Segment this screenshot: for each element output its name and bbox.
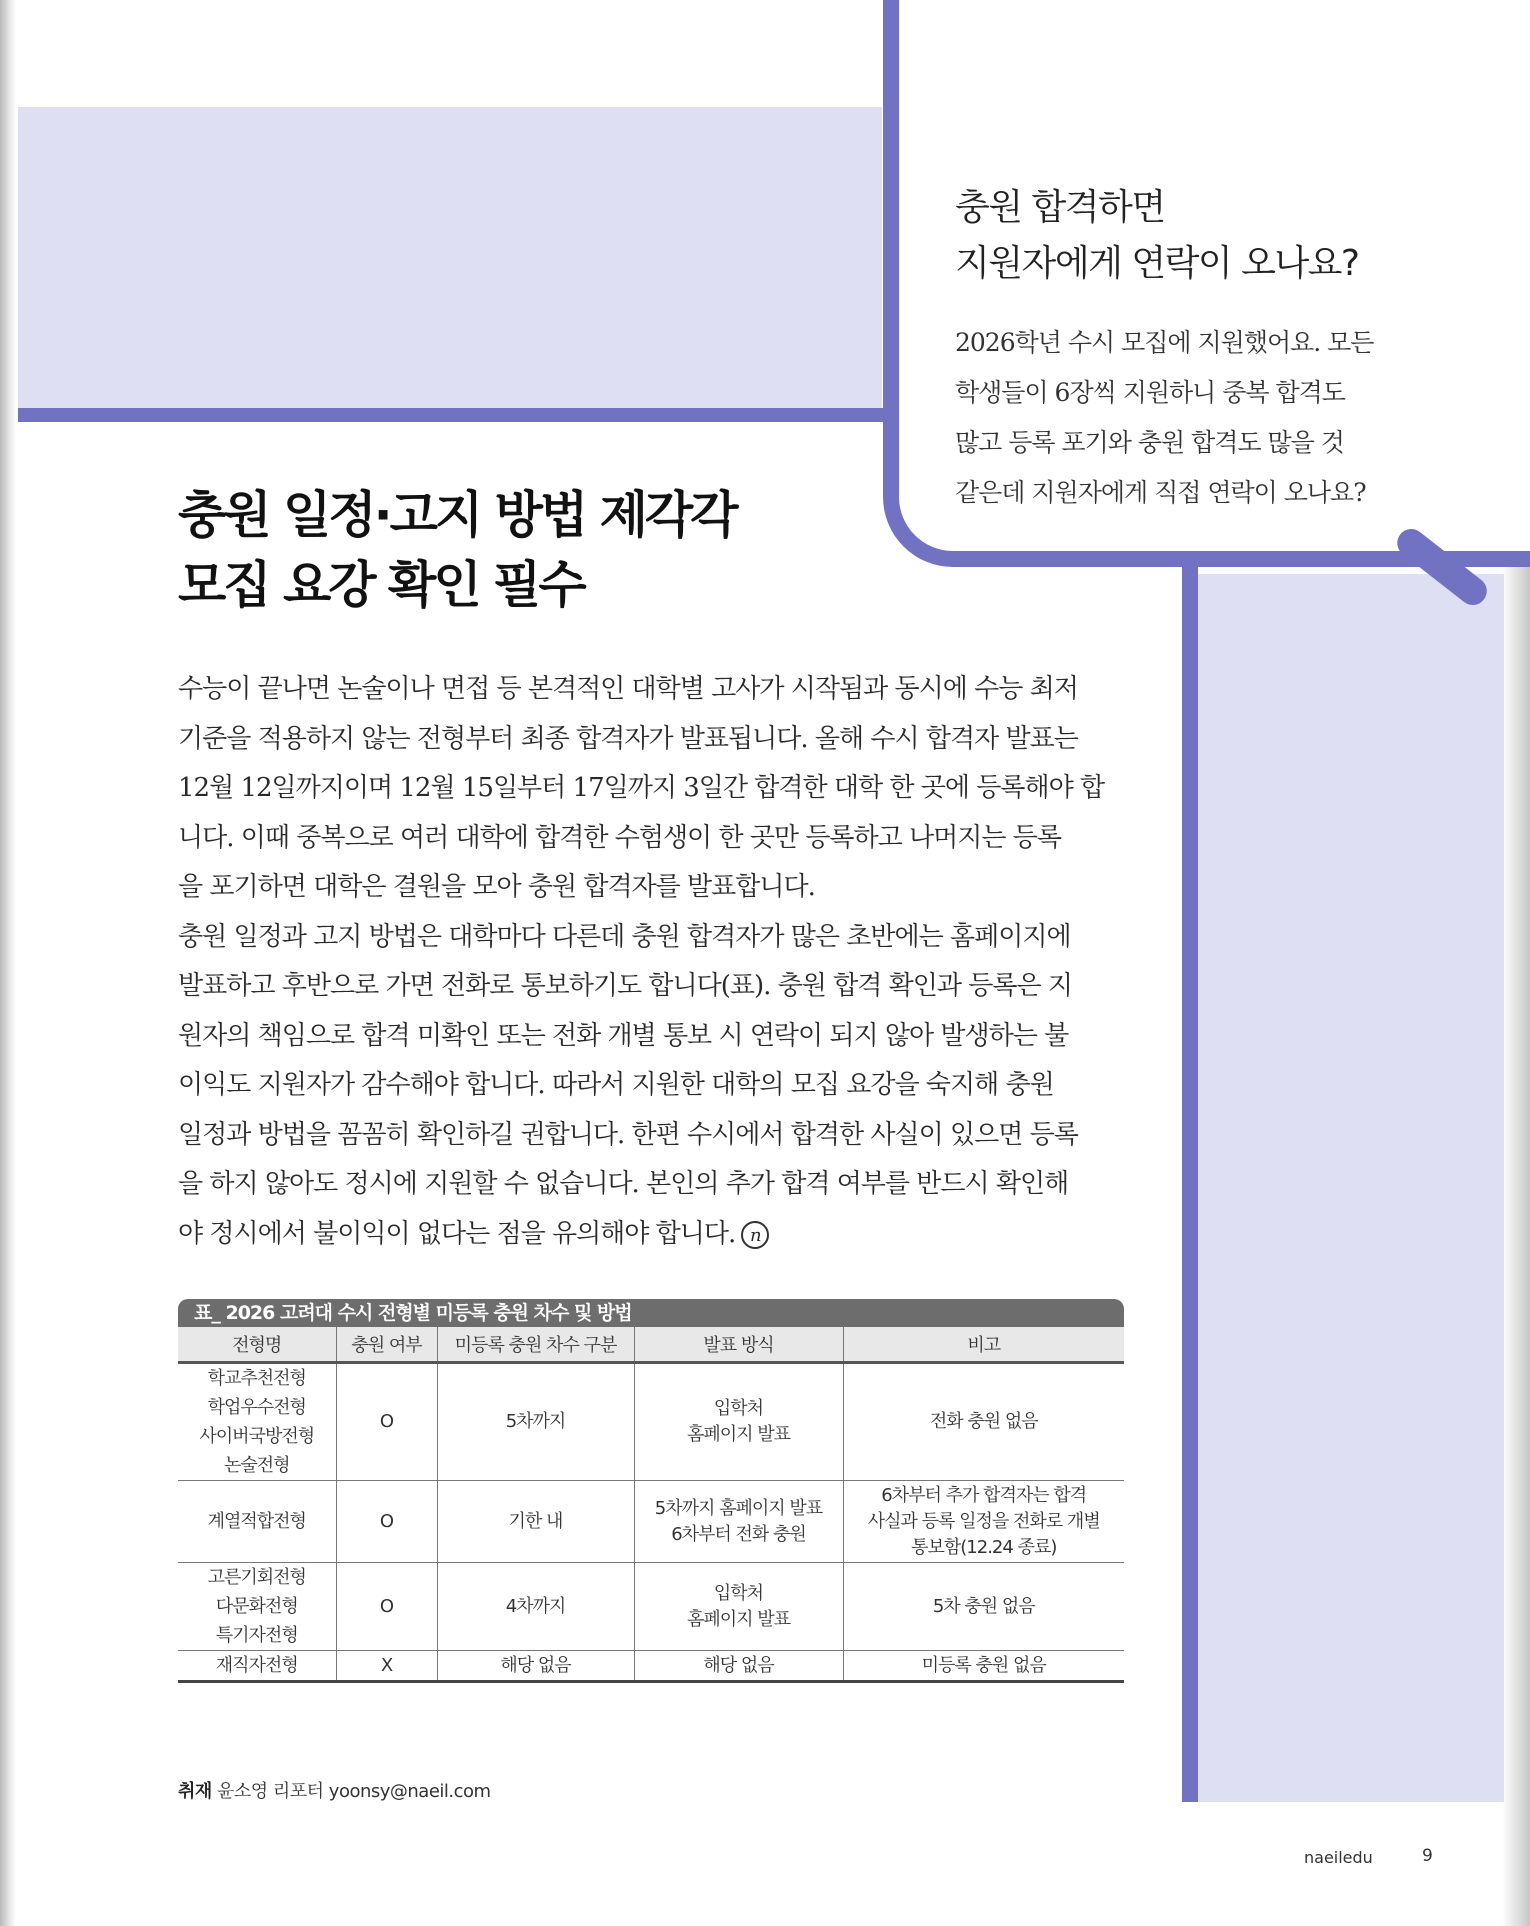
header-cell: 비고 [843,1327,1124,1363]
reporter-credit [178,1777,491,1803]
table-caption: 표_ 2026 고려대 수시 전형별 미등록 충원 차수 및 방법 [178,1299,1124,1327]
body-line: 원자의 책임으로 합격 미확인 또는 전화 개별 통보 시 연락이 되지 않아 발생하는 불 [178,1020,1069,1051]
track-name: 논술전형 [178,1451,336,1481]
body-line-text: 야 정시에서 불이익이 없다는 점을 유의해야 합니다. [178,1218,736,1249]
announce-method: 입학처 홈페이지 발표 [634,1363,843,1481]
body-line: 일정과 방법을 꼼꼼히 확인하길 권합니다. 한편 수시에서 합격한 사실이 있으면 등록 [178,1119,1078,1150]
answer-headline: 충원 일정·고지 방법 제각각 모집 요강 확인 필수 [178,486,736,614]
table-header-row [178,1327,1124,1363]
lavender-band-top [18,107,882,410]
table-row [178,1481,1124,1563]
body-line: 발표하고 후반으로 가면 전화로 통보하기도 합니다(표). 충원 합격 확인과 등록은 지 [178,971,1073,1001]
page-gutter-shadow [0,0,16,1926]
body-line-last [178,1210,1128,1260]
track-name: 학업우수전형 [207,1396,306,1418]
track-name: 재직자전형 [178,1651,336,1682]
body-line: 기준을 적용하지 않는 전형부터 최종 합격자가 발표됩니다. 올해 수시 합격자 발표는 [178,723,1078,754]
purple-bar-horizontal [18,408,884,422]
header-cell: 미등록 충원 차수 구분 [437,1327,634,1363]
answer-body [178,665,1128,1259]
note: 미등록 충원 없음 [843,1651,1124,1682]
note: 5차 충원 없음 [843,1563,1124,1651]
track-name: 계열적합전형 [178,1481,336,1563]
table-row [178,1563,1124,1593]
body-line: 12월 12일까지이며 12월 15일부터 17일까지 3일간 합격한 대학 한 곳에 등록해야 합 [178,773,1105,803]
question-title [955,180,1455,292]
header-cell: 충원 여부 [336,1327,437,1363]
fill-rounds: 해당 없음 [437,1651,634,1682]
credit-text: 윤소영 리포터 yoonsy@naeil.com [217,1781,491,1802]
fill-status: O [336,1563,437,1651]
body-line: 을 포기하면 대학은 결원을 모아 충원 합격자를 발표합니다. [178,872,815,902]
table-row [178,1363,1124,1394]
fill-rounds: 4차까지 [437,1563,634,1651]
body-line: 을 하지 않아도 정시에 지원할 수 없습니다. 본인의 추가 합격 여부를 반드시 확인해 [178,1169,1069,1199]
announce-method: 입학처 홈페이지 발표 [634,1563,843,1651]
question-title-line-1: 충원 합격하면 [955,187,1165,228]
lavender-band-right [1198,574,1504,1802]
track-name: 학교추천전형 [207,1367,306,1389]
header-cell: 전형명 [178,1327,336,1363]
credit-label: 취재 [178,1781,212,1802]
body-line: 니다. 이때 중복으로 여러 대학에 합격한 수험생이 한 곳만 등록하고 나머지는 등록 [178,822,1062,853]
fill-rounds: 5차까지 [437,1363,634,1481]
announce-method: 5차까지 홈페이지 발표 6차부터 전화 충원 [634,1481,843,1563]
footer-publication: naeiledu [1304,1848,1373,1867]
fill-status: X [336,1651,437,1682]
question-body: 2026학년 수시 모집에 지원했어요. 모든 학생들이 6장씩 지원하니 중복 합격도 많고 등록 포기와 충원 합격도 많을 것 같은데 지원자에게 직접 연락이 오나요? [955,328,1374,507]
track-name: 특기자전형 [178,1621,336,1651]
fill-rounds: 기한 내 [437,1481,634,1563]
page-number: 9 [1422,1846,1433,1866]
end-mark-icon: n [741,1221,769,1249]
note: 6차부터 추가 합격자는 합격 사실과 등록 일정을 전화로 개별 통보함(12.24 종료) [843,1481,1124,1563]
purple-bar-vertical [1182,562,1198,1802]
question-title-line-2: 지원자에게 연락이 오나요? [955,243,1359,284]
table-row [178,1651,1124,1682]
recruitment-table [178,1327,1124,1683]
fill-status: O [336,1481,437,1563]
body-line: 수능이 끝나면 논술이나 면접 등 본격적인 대학별 고사가 시작됨과 동시에 수능 최저 [178,674,1078,704]
track-name: 사이버국방전형 [199,1425,315,1447]
note: 전화 충원 없음 [843,1363,1124,1481]
body-line: 충원 일정과 고지 방법은 대학마다 다른데 충원 합격자가 많은 초반에는 홈페이지에 [178,921,1071,952]
fill-status: O [336,1363,437,1481]
track-name: 고른기회전형 [207,1566,306,1588]
body-line: 이익도 지원자가 감수해야 합니다. 따라서 지원한 대학의 모집 요강을 숙지해 충원 [178,1070,1054,1100]
track-name: 다문화전형 [215,1595,298,1617]
announce-method: 해당 없음 [634,1651,843,1682]
header-cell: 발표 방식 [634,1327,843,1363]
